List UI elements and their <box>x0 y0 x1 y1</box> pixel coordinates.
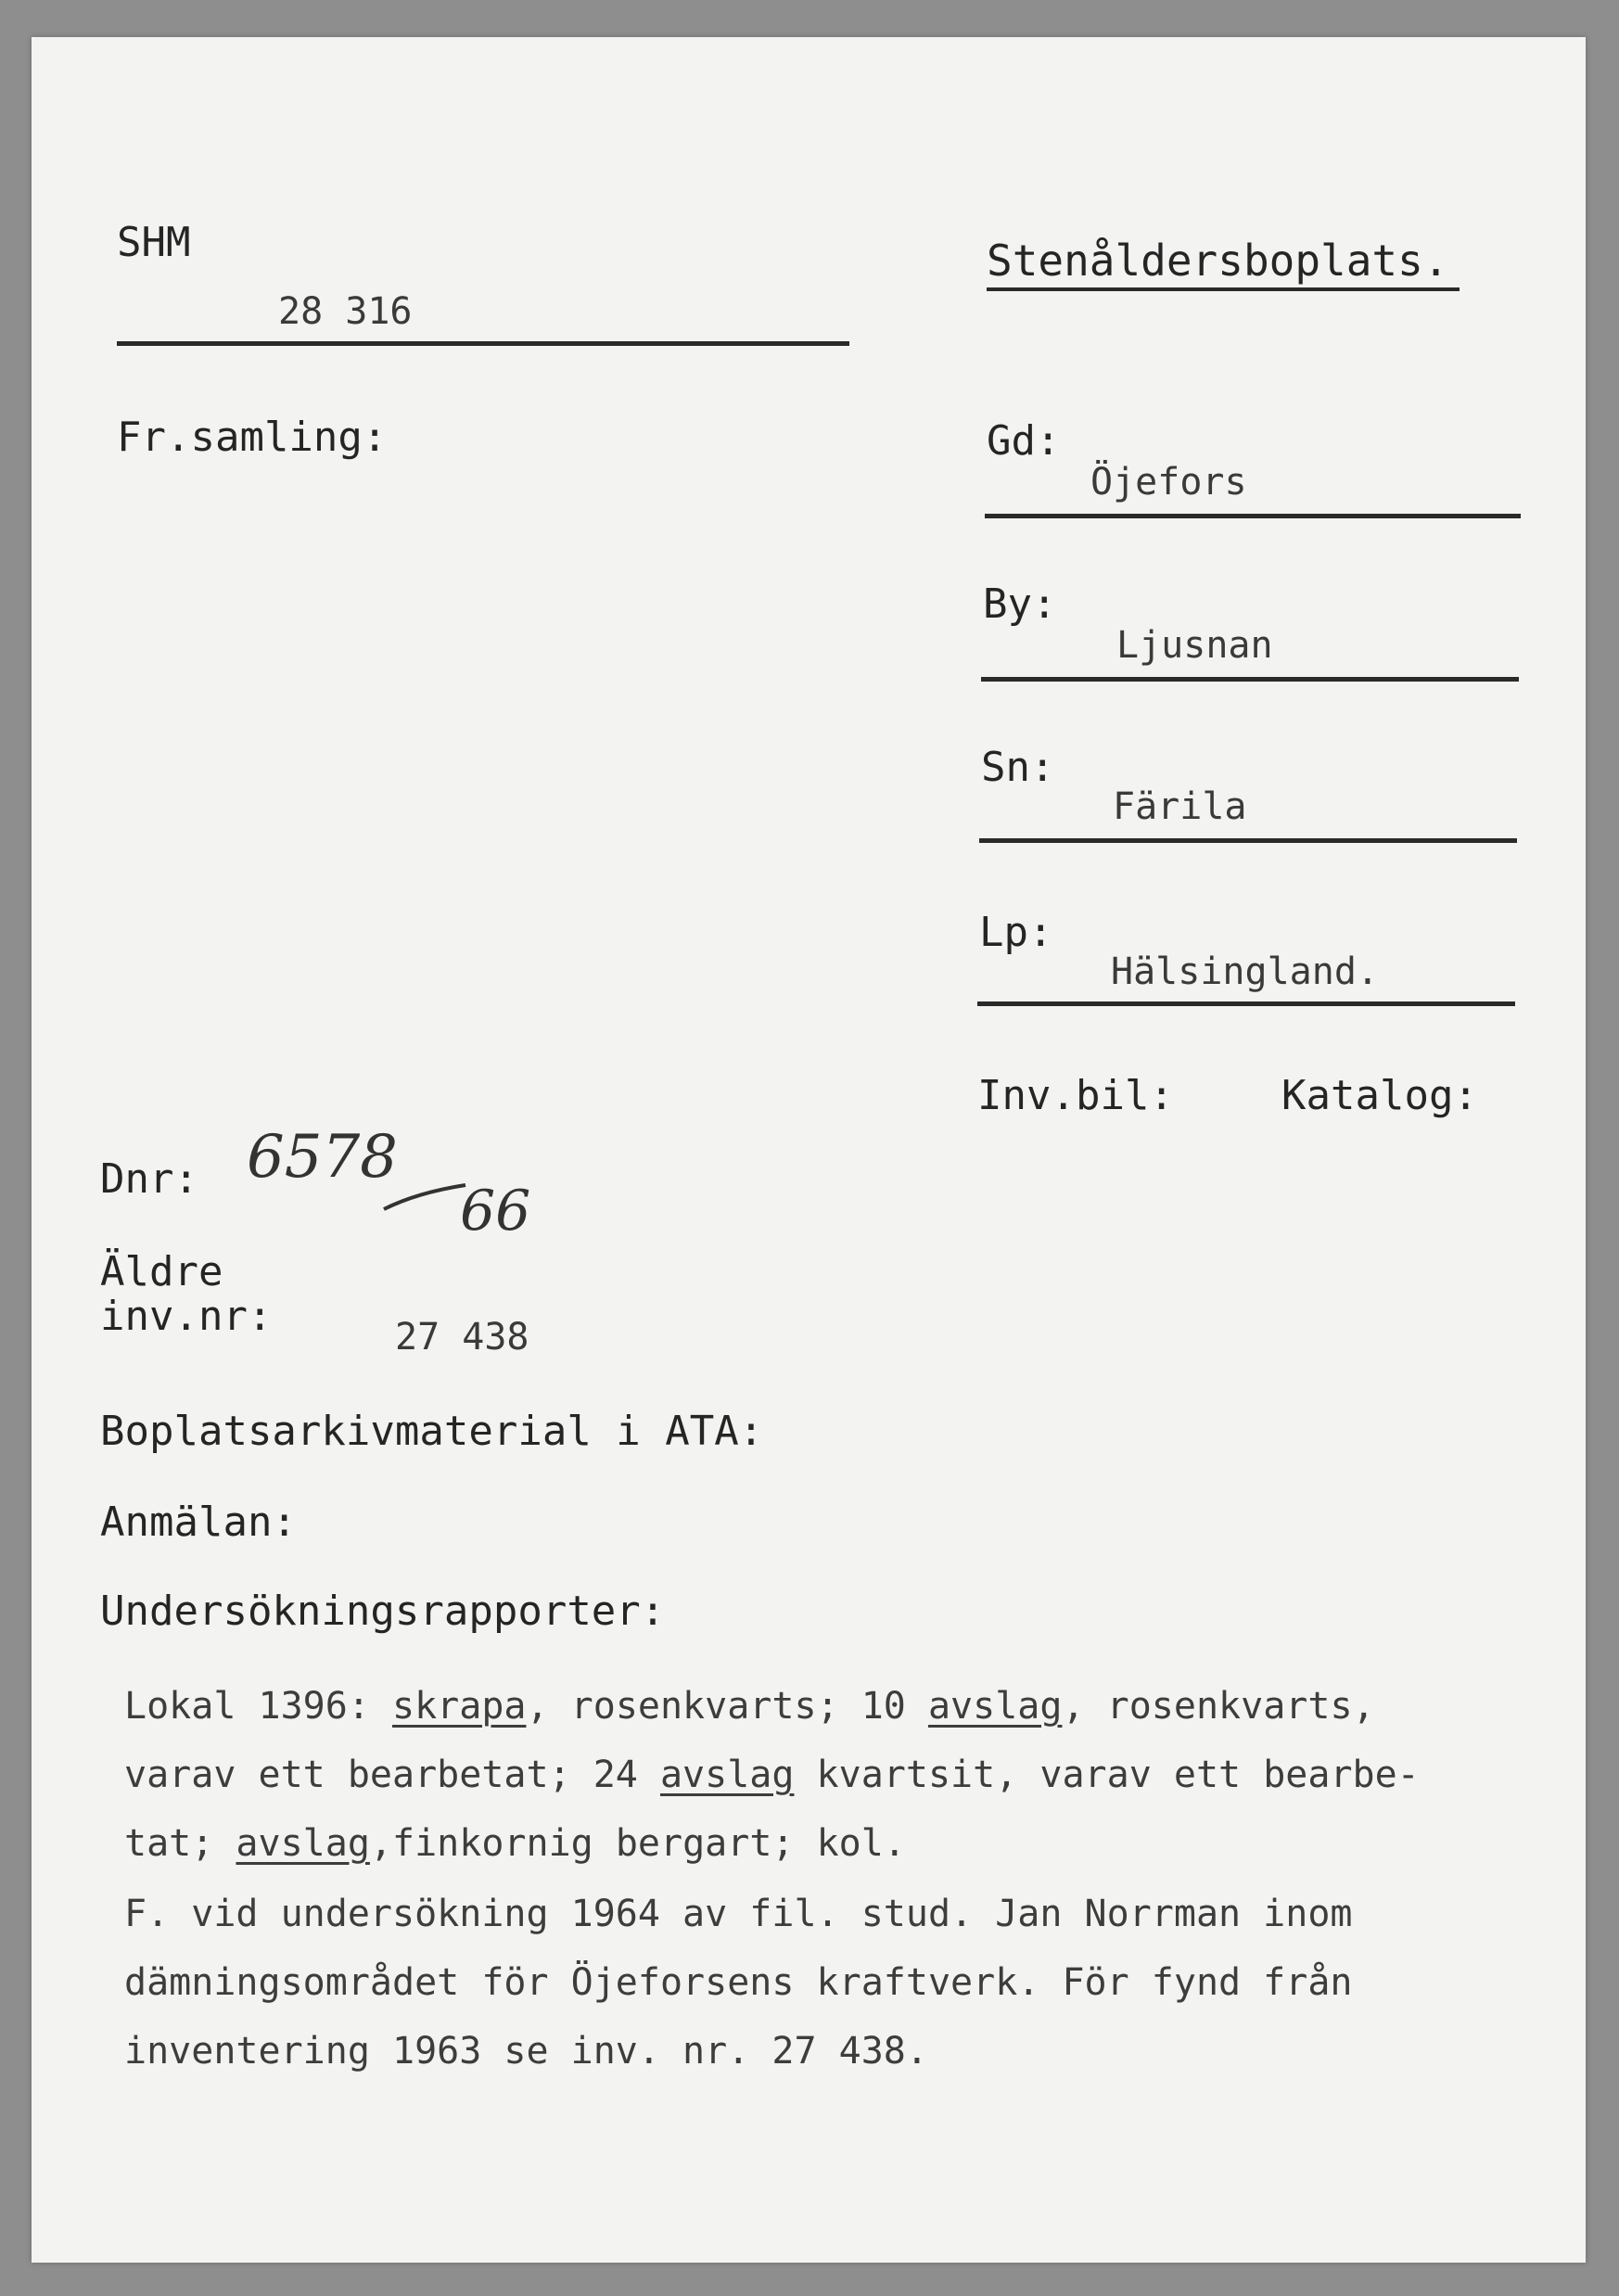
dnr-slash <box>380 1178 473 1215</box>
header-rule-left <box>117 341 849 346</box>
museum-code: SHM <box>117 219 191 266</box>
inv-bil-label: Inv.bil: <box>977 1072 1174 1119</box>
sn-label: Sn: <box>981 744 1055 791</box>
sn-rule <box>979 838 1517 843</box>
lp-rule <box>977 1001 1515 1006</box>
underlined-term: avslag <box>236 1822 370 1865</box>
description-line-4: F. vid undersökning 1964 av fil. stud. Jan Norrman inom <box>124 1893 1353 1935</box>
gd-rule <box>985 514 1521 518</box>
underlined-term: skrapa <box>391 1685 527 1728</box>
by-rule <box>981 677 1519 682</box>
inventory-number: 28 316 <box>278 290 413 333</box>
dnr-handwritten-number: 6578 <box>247 1123 398 1192</box>
site-category: Stenåldersboplats. <box>987 236 1449 286</box>
by-value: Ljusnan <box>1116 624 1273 667</box>
category-underline <box>987 287 1460 291</box>
lp-value: Hälsingland. <box>1111 950 1379 993</box>
description-line-3: tat; avslag,finkornig bergart; kol. <box>124 1822 906 1865</box>
fr-samling-label: Fr.samling: <box>117 414 388 461</box>
description-line-5: dämningsområdet för Öjeforsens kraftverk. För fynd från <box>124 1961 1353 2004</box>
dnr-handwritten-year: 66 <box>460 1179 531 1244</box>
gd-value: Öjefors <box>1090 461 1247 504</box>
anmalan-label: Anmälan: <box>100 1499 297 1546</box>
description-line-6: inventering 1963 se inv. nr. 27 438. <box>124 2030 928 2073</box>
underlined-term: avslag <box>927 1685 1063 1728</box>
description-line-1: Lokal 1396: skrapa, rosenkvarts; 10 avslag, rosenkvarts, <box>124 1685 1375 1728</box>
sn-value: Färila <box>1113 785 1247 828</box>
inv-nr-value: 27 438 <box>395 1316 529 1358</box>
lp-label: Lp: <box>979 909 1053 956</box>
dnr-label: Dnr: <box>100 1155 198 1203</box>
catalog-card <box>32 37 1586 2263</box>
katalog-label: Katalog: <box>1281 1072 1478 1119</box>
underlined-term: avslag <box>659 1754 795 1796</box>
by-label: By: <box>983 580 1057 628</box>
boplats-label: Boplatsarkivmaterial i ATA: <box>100 1408 764 1455</box>
rapporter-label: Undersökningsrapporter: <box>100 1588 666 1635</box>
gd-label: Gd: <box>987 417 1061 465</box>
inv-nr-label: inv.nr: <box>100 1293 273 1340</box>
description-line-2: varav ett bearbetat; 24 avslag kvartsit, varav ett bearbe- <box>124 1754 1420 1796</box>
aldre-label: Äldre <box>100 1248 223 1295</box>
